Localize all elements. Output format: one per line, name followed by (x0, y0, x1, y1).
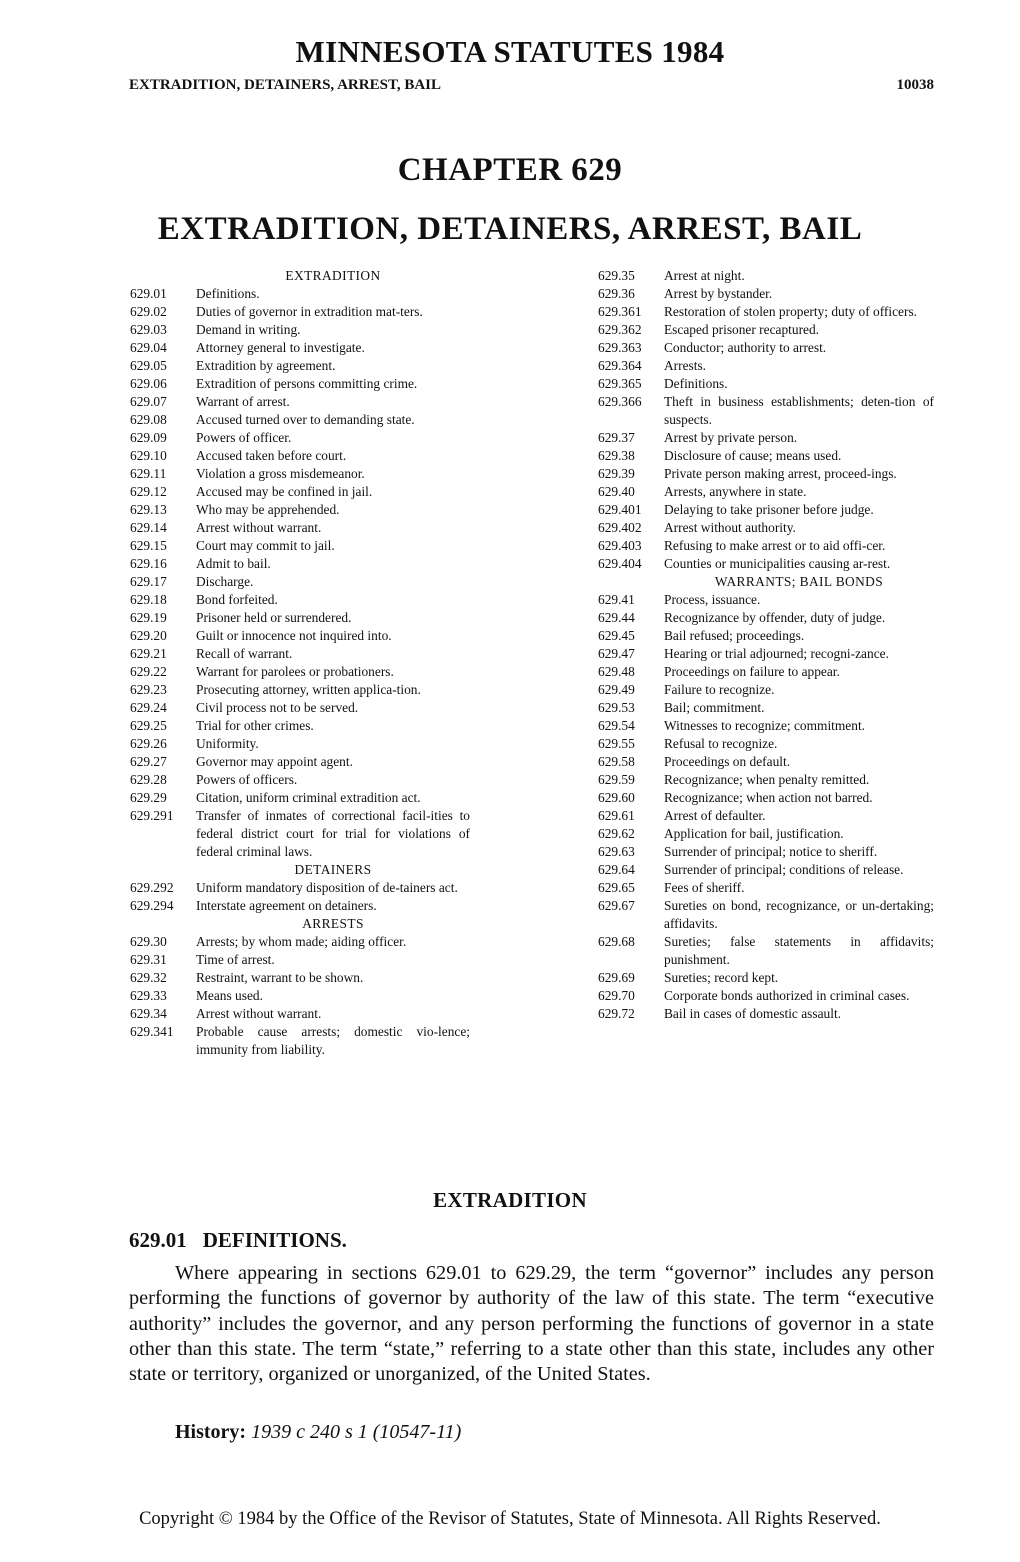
toc-entry (130, 537, 470, 555)
toc-section-number: 629.33 (130, 988, 167, 1003)
toc-entry (598, 789, 934, 807)
toc-entry (130, 897, 470, 915)
toc-section-number: 629.404 (598, 556, 642, 571)
copyright-footer: Copyright © 1984 by the Office of the Revisor of Statutes, State of Minnesota. All Rights Reserved. (139, 1509, 881, 1529)
toc-section-title: Bail in cases of domestic assault. (664, 1006, 842, 1021)
toc-section-title: Means used. (196, 988, 263, 1003)
toc-entry (598, 375, 934, 393)
toc-entry (130, 933, 470, 951)
toc-section-title: Arrests; by whom made; aiding officer. (196, 934, 407, 949)
toc-section-number: 629.403 (598, 538, 642, 553)
toc-section-number: 629.28 (130, 772, 167, 787)
toc-section-title: Escaped prisoner recaptured. (664, 322, 820, 337)
toc-entry (130, 753, 470, 771)
toc-entry (130, 519, 470, 537)
toc-section-title: Attorney general to investigate. (196, 340, 365, 355)
toc-section-number: 629.49 (598, 682, 635, 697)
toc-section-title: Accused taken before court. (196, 448, 347, 463)
toc-section-title: Powers of officer. (196, 430, 292, 445)
toc-section-title: Extradition of persons committing crime. (196, 376, 418, 391)
toc-section-number: 629.363 (598, 340, 642, 355)
toc-entry (130, 501, 470, 519)
toc-entry (598, 825, 934, 843)
toc-section-number: 629.34 (130, 1006, 167, 1021)
toc-section-number: 629.402 (598, 520, 642, 535)
toc-section-number: 629.26 (130, 736, 167, 751)
toc-section-title: Arrest without warrant. (196, 520, 322, 535)
toc-section-title: Sureties; false statements in affidavits; punishment. (664, 934, 934, 967)
toc-entry (130, 465, 470, 483)
toc-entry (130, 663, 470, 681)
toc-section-title: Counties or municipalities causing ar-rest. (664, 556, 891, 571)
toc-section-title: Governor may appoint agent. (196, 754, 353, 769)
toc-entry (598, 339, 934, 357)
toc-entry (598, 609, 934, 627)
toc-section-number: 629.09 (130, 430, 167, 445)
toc-entry (130, 717, 470, 735)
toc-entry (130, 969, 470, 987)
toc-section-number: 629.58 (598, 754, 635, 769)
toc-section-number: 629.70 (598, 988, 635, 1003)
toc-section-number: 629.40 (598, 484, 635, 499)
toc-section-number: 629.364 (598, 358, 642, 373)
toc-entry (130, 1023, 470, 1059)
toc-section-title: Accused turned over to demanding state. (196, 412, 415, 427)
toc-entry (598, 933, 934, 969)
toc-section-title: Prisoner held or surrendered. (196, 610, 352, 625)
toc-entry (598, 429, 934, 447)
toc-section-title: Time of arrest. (196, 952, 275, 967)
toc-entry (598, 843, 934, 861)
toc-section-number: 629.294 (130, 898, 174, 913)
toc-section-title: Interstate agreement on detainers. (196, 898, 377, 913)
toc-section-title: Sureties; record kept. (664, 970, 779, 985)
toc-section-title: Citation, uniform criminal extradition act. (196, 790, 421, 805)
toc-entry (598, 393, 934, 429)
toc-section-title: Recognizance by offender, duty of judge. (664, 610, 886, 625)
toc-section-number: 629.30 (130, 934, 167, 949)
toc-entry (130, 1005, 470, 1023)
toc-entry (130, 411, 470, 429)
history-line (175, 1421, 461, 1444)
chapter-title: CHAPTER 629 (397, 152, 623, 188)
toc-section-title: Violation a gross misdemeanor. (196, 466, 365, 481)
toc-section-number: 629.53 (598, 700, 635, 715)
toc-left-column (130, 267, 470, 1059)
toc-section-number: 629.05 (130, 358, 167, 373)
toc-section-title: Probable cause arrests; domestic vio-lence; immunity from liability. (196, 1024, 470, 1057)
toc-entry (598, 321, 934, 339)
toc-section-number: 629.366 (598, 394, 642, 409)
toc-section-number: 629.62 (598, 826, 635, 841)
toc-section-title: Hearing or trial adjourned; recogni-zance. (664, 646, 889, 661)
toc-section-number: 629.29 (130, 790, 167, 805)
toc-section-number: 629.08 (130, 412, 167, 427)
toc-entry (130, 393, 470, 411)
toc-entry (598, 807, 934, 825)
part-heading: EXTRADITION (433, 1188, 587, 1212)
toc-entry (598, 483, 934, 501)
toc-section-title: Failure to recognize. (664, 682, 775, 697)
toc-entry (598, 735, 934, 753)
toc-section-number: 629.21 (130, 646, 167, 661)
toc-section-number: 629.37 (598, 430, 635, 445)
toc-section-number: 629.03 (130, 322, 167, 337)
toc-section-number: 629.341 (130, 1024, 174, 1039)
toc-section-number: 629.27 (130, 754, 167, 769)
toc-entry (598, 987, 934, 1005)
toc-section-number: 629.365 (598, 376, 642, 391)
toc-entry (598, 591, 934, 609)
toc-section-title: Surrender of principal; conditions of release. (664, 862, 904, 877)
toc-entry (130, 951, 470, 969)
toc-section-title: Arrests, anywhere in state. (664, 484, 807, 499)
toc-entry (130, 429, 470, 447)
toc-section-title: Definitions. (664, 376, 728, 391)
toc-section-number: 629.10 (130, 448, 167, 463)
toc-section-number: 629.401 (598, 502, 642, 517)
toc-entry (130, 879, 470, 897)
toc-section-number: 629.17 (130, 574, 167, 589)
toc-entry (130, 771, 470, 789)
toc-section-title: Discharge. (196, 574, 254, 589)
toc-section-title: Private person making arrest, proceed-ings. (664, 466, 897, 481)
document-title: MINNESOTA STATUTES 1984 (295, 34, 725, 69)
toc-section-number: 629.291 (130, 808, 174, 823)
toc-section-number: 629.361 (598, 304, 642, 319)
toc-entry (130, 735, 470, 753)
toc-section-title: Duties of governor in extradition mat-ters. (196, 304, 423, 319)
toc-group-heading: DETAINERS (294, 862, 372, 877)
toc-section-title: Demand in writing. (196, 322, 301, 337)
toc-entry (130, 681, 470, 699)
toc-section-title: Powers of officers. (196, 772, 298, 787)
toc-section-number: 629.35 (598, 268, 635, 283)
history-label: History: (175, 1421, 247, 1443)
toc-entry (598, 879, 934, 897)
section-paragraph: Where appearing in sections 629.01 to 629.29, the term “governor” includes any person performing the functions of governor by authority of the law of this state. The term “executive authority” includes the governor, and any person performing the functions of governor in a state other than this state. The term “state,” referring to a state other than this state, includes any other state or territory, organized or unorganized, of the United States. (129, 1262, 934, 1386)
toc-entry (130, 375, 470, 393)
toc-entry (598, 861, 934, 879)
toc-section-title: Who may be apprehended. (196, 502, 340, 517)
toc-section-title: Restoration of stolen property; duty of officers. (664, 304, 918, 319)
toc-section-title: Bail; commitment. (664, 700, 765, 715)
toc-section-number: 629.16 (130, 556, 167, 571)
toc-section-number: 629.19 (130, 610, 167, 625)
toc-entry (130, 699, 470, 717)
toc-section-number: 629.60 (598, 790, 635, 805)
toc-group-heading: WARRANTS; BAIL BONDS (714, 574, 884, 589)
toc-entry (598, 303, 934, 321)
toc-entry (130, 321, 470, 339)
toc-entry (598, 267, 934, 285)
toc-entry (130, 483, 470, 501)
toc-section-number: 629.32 (130, 970, 167, 985)
toc-section-title: Recognizance; when penalty remitted. (664, 772, 870, 787)
toc-section-title: Witnesses to recognize; commitment. (664, 718, 866, 733)
toc-section-number: 629.54 (598, 718, 635, 733)
toc-section-title: Uniform mandatory disposition of de-tainers act. (196, 880, 458, 895)
toc-section-title: Recall of warrant. (196, 646, 293, 661)
toc-entry (598, 519, 934, 537)
toc-section-title: Prosecuting attorney, written applica-tion. (196, 682, 421, 697)
running-head: EXTRADITION, DETAINERS, ARREST, BAIL (129, 77, 442, 93)
toc-section-title: Definitions. (196, 286, 260, 301)
toc-section-title: Arrest without warrant. (196, 1006, 322, 1021)
toc-section-title: Arrest by private person. (664, 430, 798, 445)
toc-section-title: Uniformity. (196, 736, 259, 751)
toc-entry (598, 753, 934, 771)
toc-section-title: Refusal to recognize. (664, 736, 778, 751)
section-heading (129, 1228, 347, 1253)
toc-section-number: 629.01 (130, 286, 167, 301)
toc-section-number: 629.61 (598, 808, 635, 823)
toc-section-title: Arrests. (664, 358, 707, 373)
toc-section-number: 629.69 (598, 970, 635, 985)
toc-section-number: 629.31 (130, 952, 167, 967)
toc-section-title: Refusing to make arrest or to aid offi-cer. (664, 538, 886, 553)
toc-section-number: 629.18 (130, 592, 167, 607)
toc-section-number: 629.55 (598, 736, 635, 751)
toc-entry (130, 591, 470, 609)
toc-entry (598, 537, 934, 555)
toc-entry (598, 717, 934, 735)
toc-section-title: Bail refused; proceedings. (664, 628, 805, 643)
toc-section-title: Warrant of arrest. (196, 394, 290, 409)
toc-section-number: 629.11 (130, 466, 167, 481)
toc-section-number: 629.38 (598, 448, 635, 463)
toc-section-title: Delaying to take prisoner before judge. (664, 502, 874, 517)
toc-section-title: Process, issuance. (664, 592, 761, 607)
toc-group-heading: EXTRADITION (285, 268, 381, 283)
toc-section-title: Surrender of principal; notice to sheriff. (664, 844, 878, 859)
toc-entry (598, 1005, 934, 1023)
toc-entry (598, 969, 934, 987)
toc-entry (130, 609, 470, 627)
toc-section-title: Theft in business establishments; deten-tion of suspects. (664, 394, 934, 427)
toc-section-title: Arrest by bystander. (664, 286, 773, 301)
toc-group-heading: ARRESTS (302, 916, 364, 931)
toc-section-number: 629.47 (598, 646, 635, 661)
toc-entry (130, 339, 470, 357)
toc-section-title: Trial for other crimes. (196, 718, 314, 733)
toc-entry (130, 447, 470, 465)
toc-section-number: 629.64 (598, 862, 635, 877)
toc-section-number: 629.292 (130, 880, 174, 895)
toc-section-title: Civil process not to be served. (196, 700, 359, 715)
toc-entry (130, 807, 470, 861)
toc-section-title: Accused may be confined in jail. (196, 484, 373, 499)
toc-section-title: Corporate bonds authorized in criminal cases. (664, 988, 910, 1003)
toc-section-title: Fees of sheriff. (664, 880, 745, 895)
toc-entry (598, 699, 934, 717)
toc-entry (598, 501, 934, 519)
toc-section-number: 629.07 (130, 394, 167, 409)
toc-section-title: Transfer of inmates of correctional facil-ities to federal district court for trial for violations of federal criminal laws. (196, 808, 470, 859)
toc-section-number: 629.68 (598, 934, 635, 949)
toc-section-number: 629.04 (130, 340, 167, 355)
toc-section-number: 629.44 (598, 610, 635, 625)
section-number: 629.01 (129, 1228, 187, 1252)
toc-section-number: 629.36 (598, 286, 635, 301)
toc-section-title: Bond forfeited. (196, 592, 278, 607)
toc-section-number: 629.20 (130, 628, 167, 643)
toc-entry (598, 285, 934, 303)
toc-section-number: 629.59 (598, 772, 635, 787)
toc-entry (598, 771, 934, 789)
toc-section-number: 629.02 (130, 304, 167, 319)
toc-section-title: Application for bail, justification. (664, 826, 844, 841)
toc-section-title: Arrest at night. (664, 268, 745, 283)
toc-section-number: 629.63 (598, 844, 635, 859)
toc-entry (598, 645, 934, 663)
toc-entry (130, 357, 470, 375)
toc-section-title: Arrest without authority. (664, 520, 796, 535)
toc-section-number: 629.39 (598, 466, 635, 481)
toc-entry (598, 465, 934, 483)
toc-entry (130, 303, 470, 321)
toc-entry (130, 987, 470, 1005)
toc-section-title: Warrant for parolees or probationers. (196, 664, 394, 679)
toc-section-number: 629.06 (130, 376, 167, 391)
toc-section-title: Court may commit to jail. (196, 538, 335, 553)
toc-section-title: Proceedings on failure to appear. (664, 664, 840, 679)
toc-entry (598, 357, 934, 375)
toc-section-number: 629.14 (130, 520, 167, 535)
chapter-subtitle: EXTRADITION, DETAINERS, ARREST, BAIL (157, 211, 863, 247)
toc-right-column (598, 267, 934, 1023)
toc-section-number: 629.72 (598, 1006, 635, 1021)
toc-section-number: 629.25 (130, 718, 167, 733)
toc-section-title: Extradition by agreement. (196, 358, 336, 373)
toc-section-number: 629.48 (598, 664, 635, 679)
page-number: 10038 (896, 77, 934, 93)
toc-section-title: Recognizance; when action not barred. (664, 790, 873, 805)
toc-entry (598, 447, 934, 465)
toc-entry (598, 555, 934, 573)
toc-section-title: Proceedings on default. (664, 754, 791, 769)
toc-section-number: 629.41 (598, 592, 635, 607)
toc-entry (130, 645, 470, 663)
toc-entry (130, 627, 470, 645)
toc-section-number: 629.65 (598, 880, 635, 895)
toc-section-number: 629.67 (598, 898, 635, 913)
toc-section-number: 629.24 (130, 700, 167, 715)
section-title: DEFINITIONS. (202, 1228, 347, 1252)
toc-section-title: Guilt or innocence not inquired into. (196, 628, 392, 643)
toc-entry (598, 627, 934, 645)
toc-entry (598, 681, 934, 699)
toc-section-number: 629.362 (598, 322, 642, 337)
toc-entry (130, 555, 470, 573)
toc-section-title: Conductor; authority to arrest. (664, 340, 827, 355)
toc-section-title: Disclosure of cause; means used. (664, 448, 842, 463)
toc-section-number: 629.15 (130, 538, 167, 553)
toc-entry (598, 897, 934, 933)
toc-entry (130, 285, 470, 303)
toc-section-number: 629.23 (130, 682, 167, 697)
history-citation: 1939 c 240 s 1 (10547-11) (251, 1421, 462, 1443)
toc-entry (598, 663, 934, 681)
toc-entry (130, 789, 470, 807)
toc-section-number: 629.22 (130, 664, 167, 679)
toc-section-title: Sureties on bond, recognizance, or un-dertaking; affidavits. (664, 898, 934, 931)
toc-section-number: 629.45 (598, 628, 635, 643)
toc-entry (130, 573, 470, 591)
toc-section-title: Restraint, warrant to be shown. (196, 970, 364, 985)
toc-section-number: 629.13 (130, 502, 167, 517)
toc-section-number: 629.12 (130, 484, 167, 499)
toc-section-title: Arrest of defaulter. (664, 808, 766, 823)
toc-section-title: Admit to bail. (196, 556, 271, 571)
